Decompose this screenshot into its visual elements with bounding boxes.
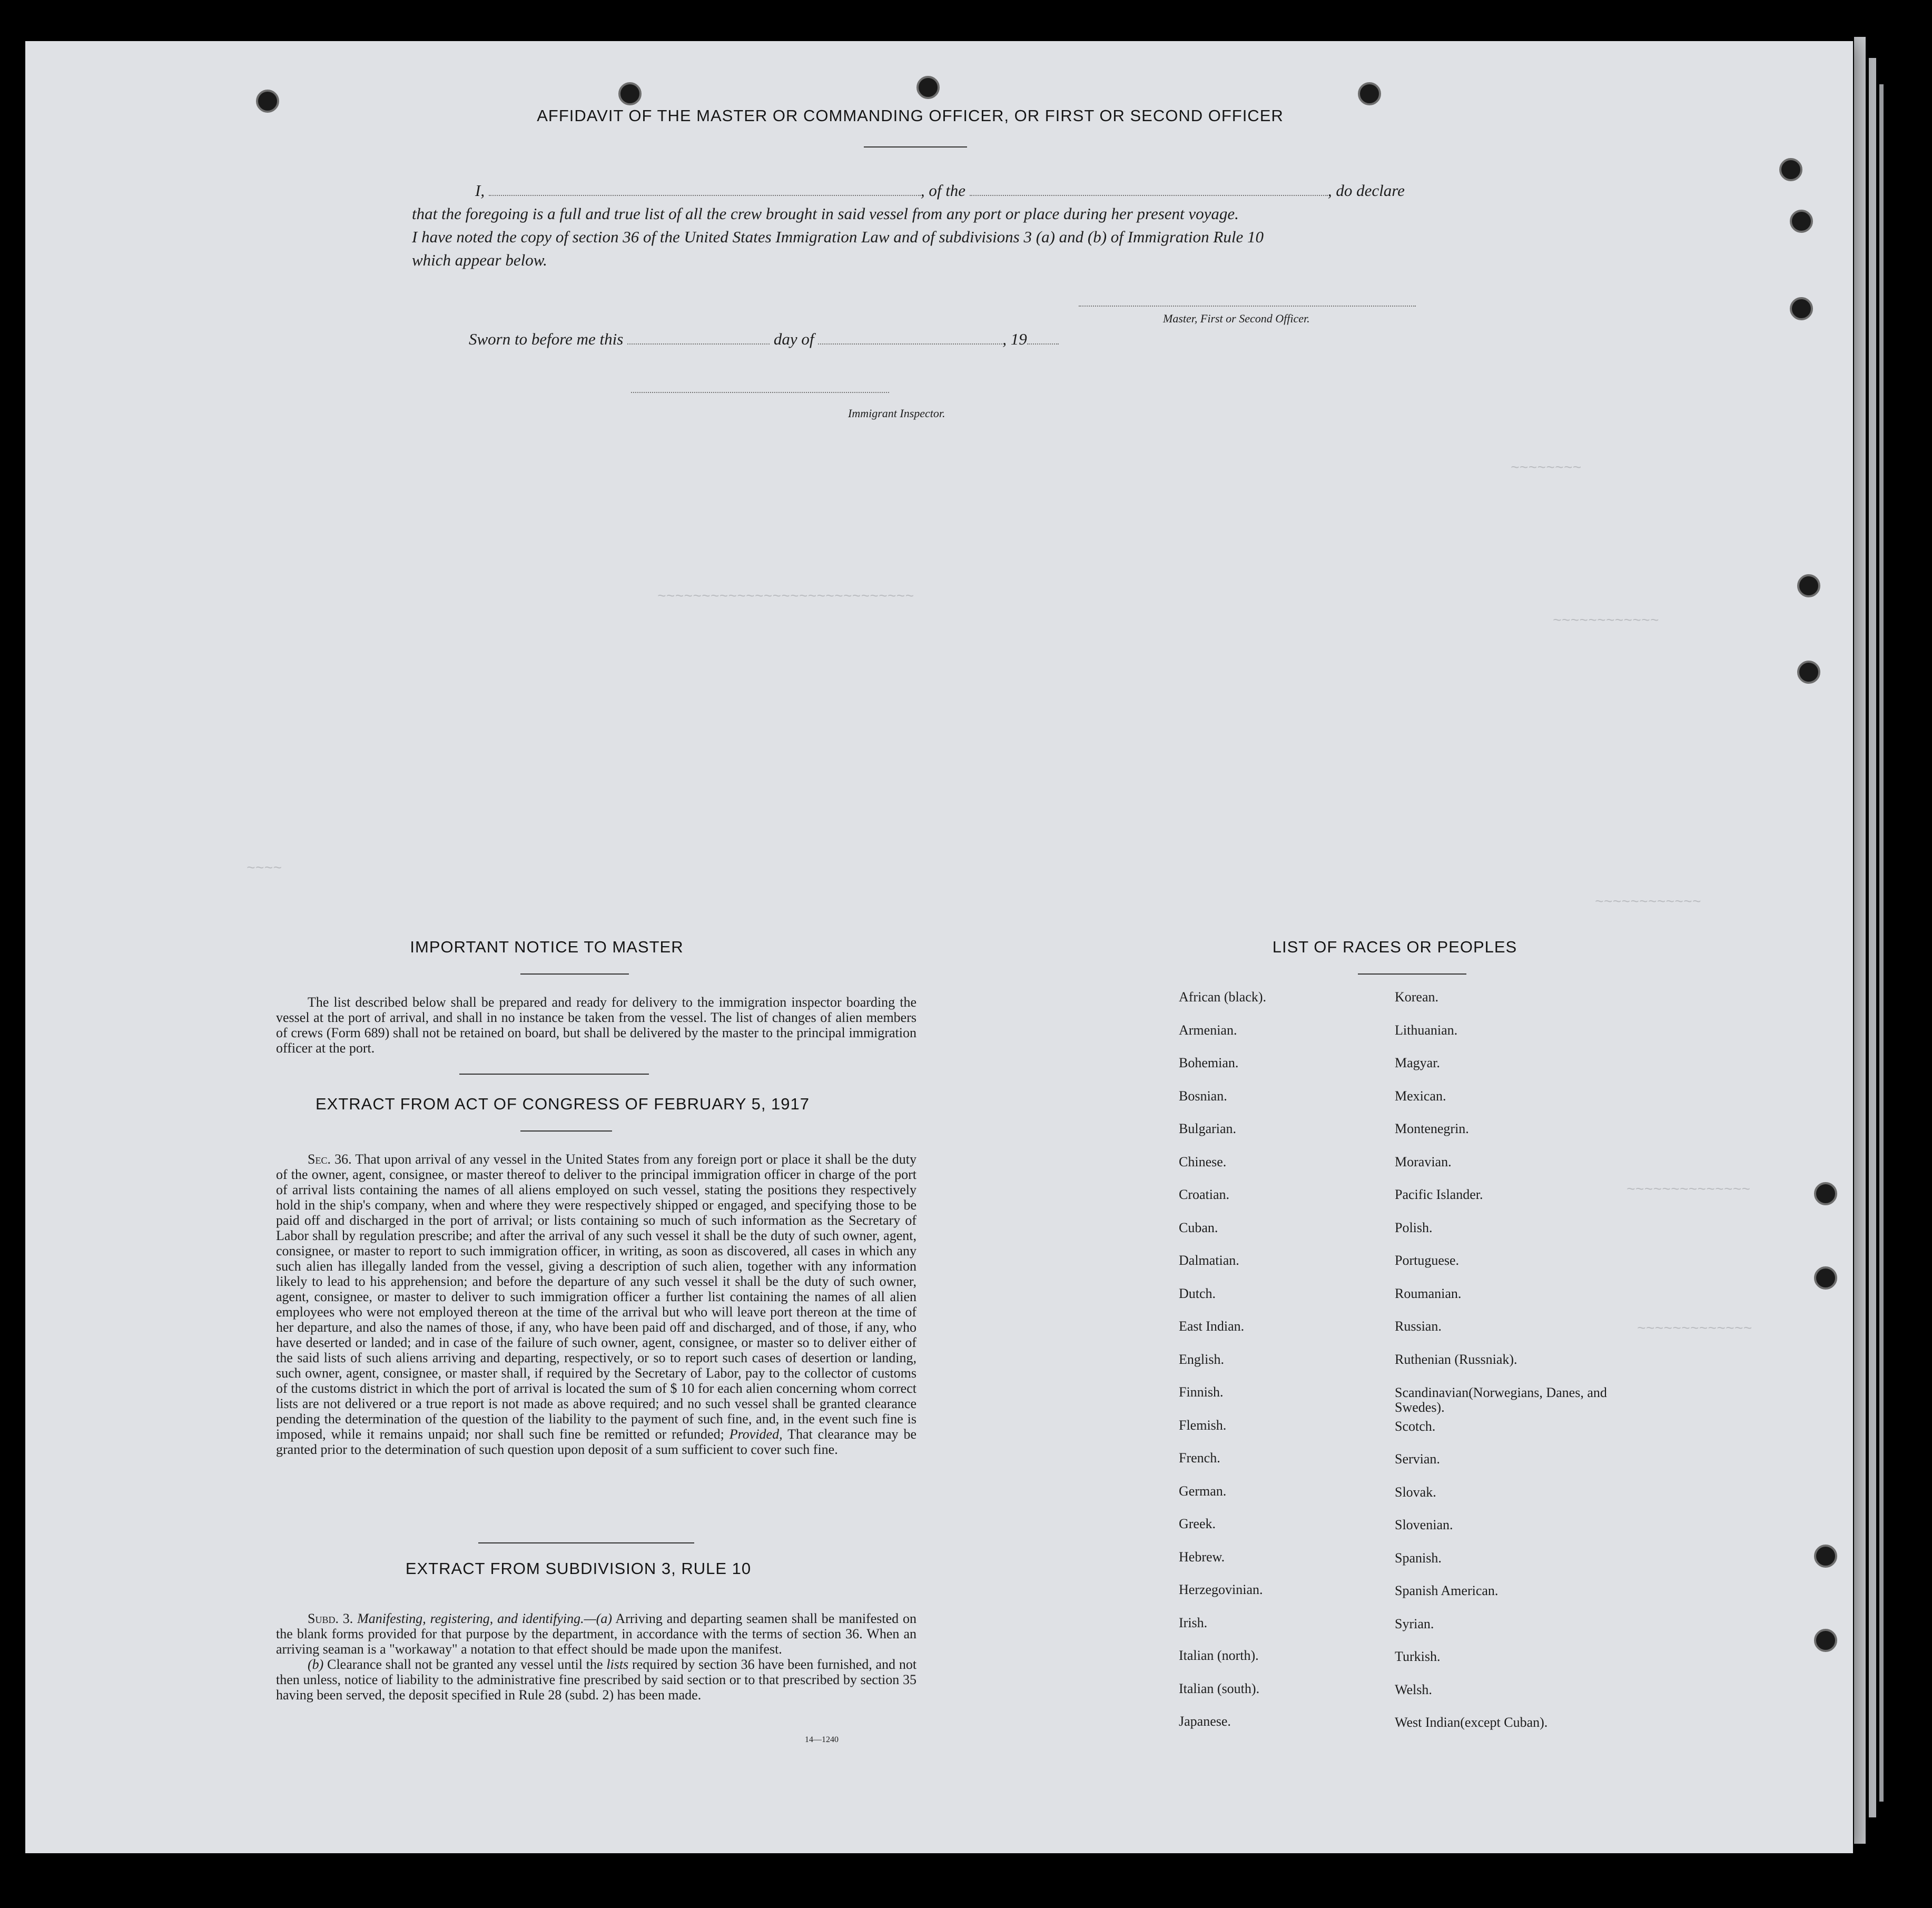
page-edge xyxy=(1869,58,1876,1817)
subd-b xyxy=(276,1657,916,1703)
binder-hole xyxy=(1790,210,1813,233)
sec-label: Sec. 36. xyxy=(308,1152,352,1167)
declaration-line-2: that the foregoing is a full and true list of all the crew brought in said vessel from any port or place during her present voyage. xyxy=(412,204,1239,223)
divider xyxy=(459,1074,649,1075)
sworn-label: Sworn to before me this xyxy=(469,330,624,348)
subd-b-start: Clearance shall not be granted any vessel until the xyxy=(327,1657,603,1672)
race-item: Pacific Islander. xyxy=(1395,1187,1483,1202)
affidavit-title: AFFIDAVIT OF THE MASTER OR COMMANDING OFFICER, OR FIRST OR SECOND OFFICER xyxy=(537,106,1284,125)
rule-extract-text xyxy=(276,1611,916,1703)
race-item: Slovenian. xyxy=(1395,1517,1453,1532)
inspector-signature-field[interactable] xyxy=(631,392,889,393)
race-item: West Indian(except Cuban). xyxy=(1395,1715,1548,1730)
race-item: East Indian. xyxy=(1179,1319,1245,1334)
race-item: Flemish. xyxy=(1179,1417,1227,1433)
year-label: , 19 xyxy=(1002,330,1027,348)
race-item: Korean. xyxy=(1395,989,1439,1005)
sworn-year-field[interactable] xyxy=(1027,343,1059,345)
text-i: I, xyxy=(475,181,485,200)
declaration-line-3: I have noted the copy of section 36 of the United States Immigration Law and of subdivisions 3 (a) and (b) of Immigration Rule 10 xyxy=(412,228,1264,246)
sec36-body: That upon arrival of any vessel in the United States from any foreign port or place it shall be the duty of the owner, agent, consignee, or master thereof to deliver to the principal immigration officer in charge of the port of arrival lists containing the names of all aliens employed on such vessel, stating the positions they respectively hold in the ship's company, when and where they were respectively shipped or engaged, and specifying those to be paid off and discharged in the port of arrival; or lists containing so much of such information as the Secretary of Labor shall by regulation prescribe; and after the arrival of any such vessel it shall be the duty of such owner, agent, consignee, or master to report to such immigration officer, in writing, as soon as discovered, all cases in which any such alien has illegally landed from the vessel, giving a description of such alien, together with any information likely to lead to his apprehension; and before the departure of any such vessel it shall be the duty of such owner, agent, consignee, or master to deliver to such immigration officer a further list containing the names of all alien employees who were not employed thereon at the time of the arrival but who will leave port thereon at the time of her departure, and also the names of those, if any, who have been paid off and discharged, and of those, if any, who have deserted or landed; and in case of the failure of such owner, agent, consignee, or master so to deliver either of the said lists of such aliens arriving and departing, respectively, or so to report such cases of desertion or landing, such owner, agent, consignee, or master shall, if required by the Secretary of Labor, pay to the collector of customs of the customs district in which the port of arrival is located the sum of $ 10 for each alien concerning whom correct lists are not delivered or a true report is not made as above required; and no such vessel shall be granted clearance pending the determination of the question of the liability to the payment of such fine, and, in the event such fine is imposed, while it remains unpaid; nor shall such fine be remitted or refunded; xyxy=(276,1152,917,1442)
race-item: Bulgarian. xyxy=(1179,1121,1237,1136)
race-item: Polish. xyxy=(1395,1219,1433,1235)
race-item: Russian. xyxy=(1395,1319,1442,1334)
race-item: African (black). xyxy=(1179,989,1267,1005)
inspector-label: Immigrant Inspector. xyxy=(848,407,945,420)
races-title: LIST OF RACES OR PEOPLES xyxy=(1272,938,1517,956)
race-item: Armenian. xyxy=(1179,1022,1237,1038)
race-item: Mexican. xyxy=(1395,1088,1446,1104)
binder-hole xyxy=(916,76,940,99)
text-do-declare: , do declare xyxy=(1327,181,1405,200)
rule-extract-title: EXTRACT FROM SUBDIVISION 3, RULE 10 xyxy=(405,1559,752,1578)
notice-title: IMPORTANT NOTICE TO MASTER xyxy=(410,938,684,956)
binder-hole xyxy=(1814,1182,1837,1205)
race-item: Japanese. xyxy=(1179,1714,1231,1729)
master-signature-label: Master, First or Second Officer. xyxy=(1163,312,1310,325)
race-item: Roumanian. xyxy=(1395,1285,1462,1301)
race-item: Italian (north). xyxy=(1179,1648,1259,1663)
act-extract-underline xyxy=(520,1130,612,1132)
binder-hole xyxy=(1814,1629,1837,1652)
bleed-through: ~~~~~~~~~~~~ xyxy=(1595,894,1701,911)
race-item: Bosnian. xyxy=(1179,1088,1227,1104)
title-underline xyxy=(864,146,967,147)
race-item: Magyar. xyxy=(1395,1055,1440,1070)
race-item: Lithuanian. xyxy=(1395,1022,1458,1038)
bleed-through: ~~~~~~~~~~~~~ xyxy=(1637,1321,1752,1337)
master-signature-field[interactable] xyxy=(1079,306,1416,307)
day-of-label: day of xyxy=(773,330,814,348)
act-extract-text xyxy=(276,1152,916,1457)
subd-label: Subd. 3. xyxy=(308,1611,353,1626)
race-item: Servian. xyxy=(1395,1451,1440,1467)
provided-label: Provided, xyxy=(729,1427,783,1442)
officer-name-field[interactable] xyxy=(489,195,921,196)
affidavit-declaration xyxy=(412,179,1453,272)
bleed-through: ~~~~~~~~ xyxy=(1511,460,1582,477)
sworn-month-field[interactable] xyxy=(818,343,1002,345)
race-item: Spanish American. xyxy=(1395,1583,1499,1598)
form-number: 14—1240 xyxy=(805,1735,839,1744)
race-item: English. xyxy=(1179,1351,1224,1367)
race-item: Scotch. xyxy=(1395,1418,1436,1434)
subd-a xyxy=(276,1611,916,1657)
race-item: Irish. xyxy=(1179,1615,1208,1630)
binder-hole xyxy=(256,90,279,113)
races-underline xyxy=(1358,973,1466,975)
race-item: Dalmatian. xyxy=(1179,1253,1239,1268)
races-right-column xyxy=(1395,989,1637,1748)
binder-hole xyxy=(1814,1545,1837,1568)
binder-hole xyxy=(1358,82,1381,105)
race-item: German. xyxy=(1179,1483,1227,1499)
race-item: Bohemian. xyxy=(1179,1055,1239,1070)
sworn-day-field[interactable] xyxy=(627,343,770,345)
race-item: Montenegrin. xyxy=(1395,1121,1469,1136)
race-item: Ruthenian (Russniak). xyxy=(1395,1351,1517,1367)
race-item: Hebrew. xyxy=(1179,1549,1225,1565)
page-edge xyxy=(1854,37,1866,1844)
race-item: French. xyxy=(1179,1450,1220,1466)
race-item: Dutch. xyxy=(1179,1285,1216,1301)
binder-hole xyxy=(1790,297,1813,320)
lists-word: lists xyxy=(606,1657,629,1672)
race-item: Turkish. xyxy=(1395,1649,1441,1664)
race-item: Spanish. xyxy=(1395,1550,1442,1566)
bleed-through: ~~~~ xyxy=(247,861,282,877)
page-edge xyxy=(1879,84,1884,1802)
race-item: Greek. xyxy=(1179,1516,1216,1531)
vessel-name-field[interactable] xyxy=(970,195,1328,196)
bleed-through: ~~~~~~~~~~~~ xyxy=(1553,613,1659,630)
binder-hole xyxy=(1797,661,1820,684)
race-item: Herzegovinian. xyxy=(1179,1582,1263,1597)
declaration-line-1 xyxy=(412,179,1453,202)
subd-b-end: required by section 36 have been furnished, and not then unless, notice of liability to the administrative fine prescribed by said section or to that prescribed by section 35 having been served, the deposit specified in Rule 28 (subd. 2) has been made. xyxy=(276,1657,917,1703)
race-item: Syrian. xyxy=(1395,1616,1434,1631)
race-item: Slovak. xyxy=(1395,1484,1436,1500)
act-extract-title: EXTRACT FROM ACT OF CONGRESS OF FEBRUARY 5, 1917 xyxy=(315,1095,810,1113)
race-item: Scandinavian(Norwegians, Danes, and Swedes). xyxy=(1395,1385,1607,1415)
race-item: Croatian. xyxy=(1179,1187,1230,1202)
races-left-column xyxy=(1179,989,1379,1747)
b-label: (b) xyxy=(308,1657,324,1672)
document-page xyxy=(25,41,1853,1853)
race-item: Portuguese. xyxy=(1395,1253,1460,1268)
text-of-the: , of the xyxy=(920,181,966,200)
binder-hole xyxy=(618,82,642,105)
binder-hole xyxy=(1779,158,1802,181)
race-item: Moravian. xyxy=(1395,1154,1452,1169)
notice-body: The list described below shall be prepared and ready for delivery to the immigration inspector boarding the vessel at the port of arrival, and shall in no instance be taken from the vessel. The list of changes of alien members of crews (Form 689) shall not be retained on board, but shall be delivered by the master to the principal immigration officer at the port. xyxy=(276,995,916,1056)
notice-underline xyxy=(520,973,629,975)
sworn-line xyxy=(469,330,1059,349)
race-item: Italian (south). xyxy=(1179,1680,1260,1696)
divider xyxy=(478,1542,694,1543)
binder-hole xyxy=(1797,574,1820,597)
bleed-through: ~~~~~~~~~~~~~~ xyxy=(1627,1182,1751,1198)
race-item: Finnish. xyxy=(1179,1384,1224,1400)
race-item: Cuban. xyxy=(1179,1219,1218,1235)
notice-text xyxy=(276,995,916,1056)
subd-a-body: Arriving and departing seamen shall be manifested on the blank forms provided for that purpose by the department, in accordance with the terms of section 36. When an arriving seaman is a "workaway" a notation to that effect should be made upon the manifest. xyxy=(276,1611,916,1657)
race-item: Welsh. xyxy=(1395,1681,1432,1697)
bleed-through: ~~~~~~~~~~~~~~~~~~~~~~~~~~~~~ xyxy=(657,589,914,605)
binder-hole xyxy=(1814,1266,1837,1290)
declaration-line-4: which appear below. xyxy=(412,251,547,269)
race-item: Chinese. xyxy=(1179,1154,1227,1169)
subd-heading: Manifesting, registering, and identifying.—(a) xyxy=(357,1611,613,1626)
sec36-end: That clearance may be granted prior to the determination of such question upon deposit of a sum sufficient to cover such fine. xyxy=(276,1427,916,1457)
